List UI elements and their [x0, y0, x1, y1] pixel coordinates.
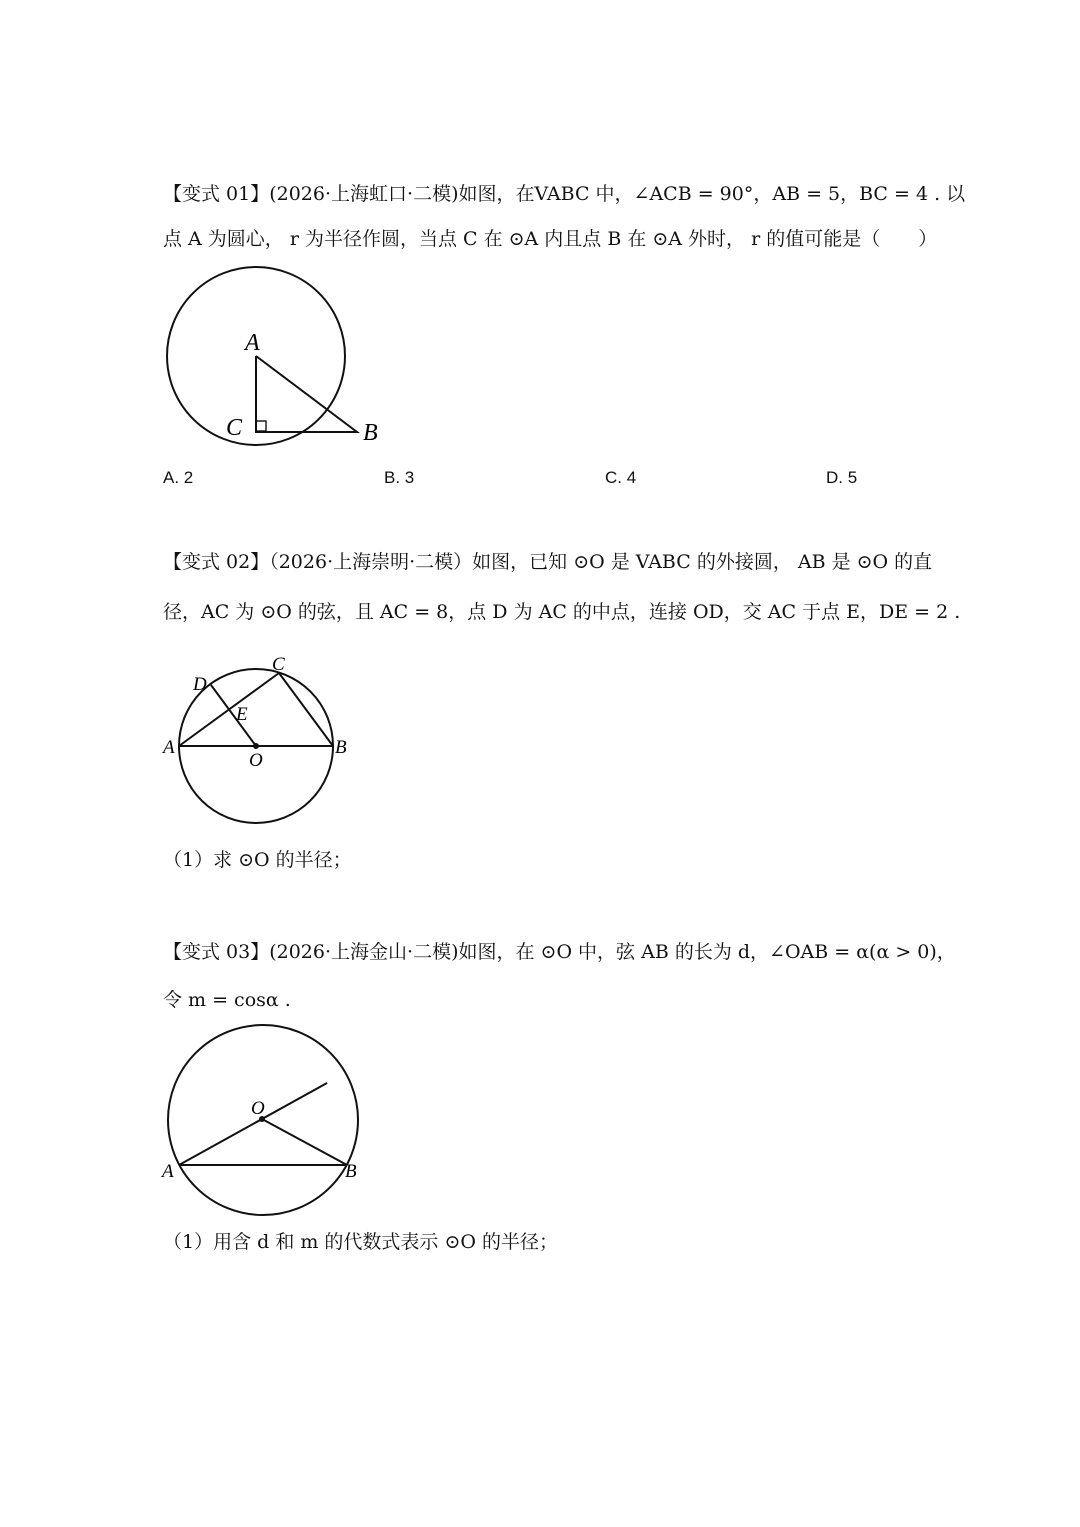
q3-line1 [163, 938, 956, 966]
q2-label-e: E [236, 704, 248, 725]
q2-label-b: B [335, 737, 347, 758]
q1-source: (2026·上海虹口·二模) [269, 183, 459, 205]
q1-option-a[interactable]: A. 2 [163, 468, 194, 487]
q2-figure [160, 650, 360, 840]
q1-option-d[interactable]: D. 5 [826, 468, 858, 487]
q1-option-c[interactable]: C. 4 [605, 468, 637, 487]
q1-label-b: B [363, 420, 378, 446]
q3-line2: 令 m = cosα . [163, 989, 291, 1011]
q2-label-d: D [193, 674, 207, 695]
q3-stem-1: 如图，在 ⊙O 中，弦 AB 的长为 d，∠OAB = α(α > 0)， [458, 941, 956, 963]
q2-line1 [163, 548, 932, 576]
q2-label-a: A [163, 737, 175, 758]
q3-tag: 【变式 03】 [163, 941, 270, 963]
q1-stem-1: 如图，在VABC 中，∠ACB = 90°，AB = 5，BC = 4 . 以 [458, 183, 966, 205]
q1-tag: 【变式 01】 [163, 183, 270, 205]
q2-stem-1: 如图，已知 ⊙O 是 VABC 的外接圆， AB 是 ⊙O 的直 [472, 551, 933, 573]
q1-option-b[interactable]: B. 3 [384, 468, 415, 487]
q1-label-a: A [245, 330, 260, 356]
q1-figure [150, 260, 390, 450]
q2-source: （2026·上海崇明·二模） [269, 551, 473, 573]
q2-tag: 【变式 02】 [163, 551, 270, 573]
q3-source: (2026·上海金山·二模) [269, 941, 459, 963]
q1-label-c: C [226, 415, 243, 441]
q3-label-o: O [251, 1098, 265, 1119]
q2-label-c: C [272, 654, 285, 675]
q2-subquestion-1: （1）求 ⊙O 的半径； [163, 849, 352, 871]
q2-line2: 径，AC 为 ⊙O 的弦，且 AC = 8，点 D 为 AC 的中点，连接 OD，交 AC 于点 E，DE = 2 . [163, 601, 961, 623]
q3-figure [155, 1020, 375, 1220]
q3-label-b: B [345, 1161, 357, 1182]
q1-line2: 点 A 为圆心， r 为半径作圆，当点 C 在 ⊙A 内且点 B 在 ⊙A 外时， r 的值可能是（ ） [163, 228, 938, 250]
q2-label-o: O [249, 750, 263, 771]
q1-line1 [163, 180, 965, 208]
q3-subquestion-1: （1）用含 d 和 m 的代数式表示 ⊙O 的半径； [163, 1231, 559, 1253]
q3-label-a: A [162, 1161, 174, 1182]
